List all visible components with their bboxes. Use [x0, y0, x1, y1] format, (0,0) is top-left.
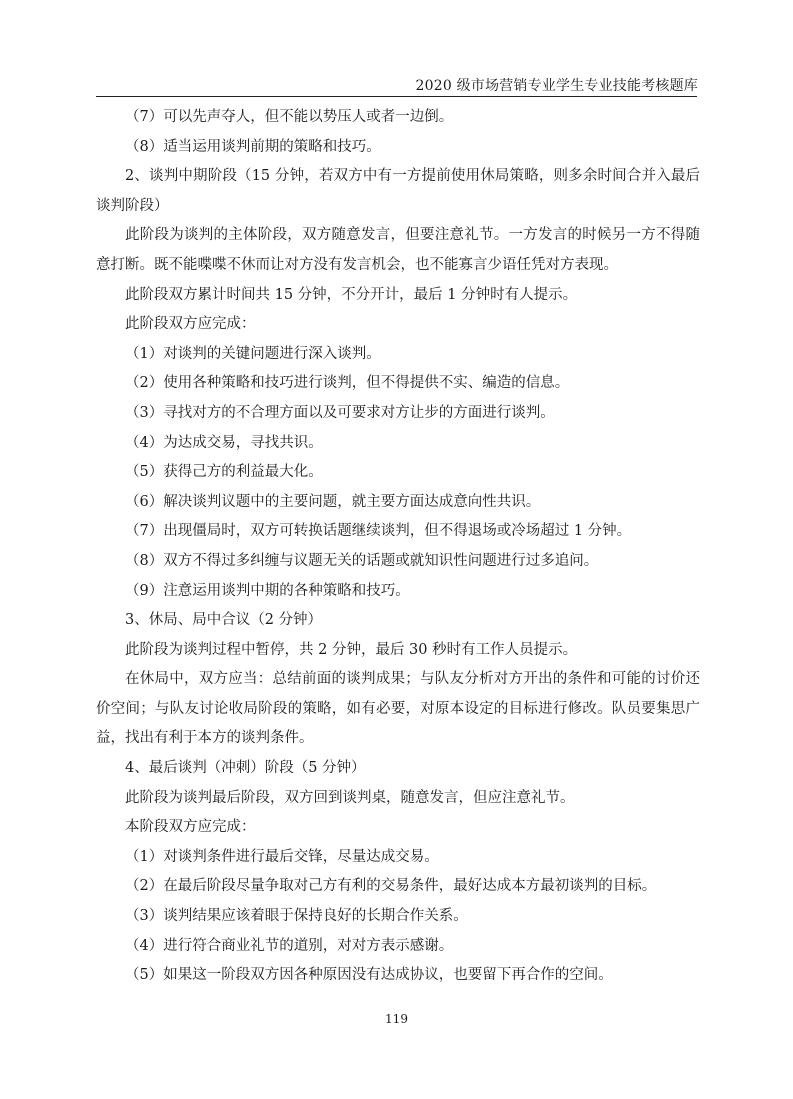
paragraph: 此阶段双方累计时间共 15 分钟，不分开计，最后 1 分钟时有人提示。	[125, 286, 578, 303]
section-heading: 2、谈判中期阶段（15 分钟，若双方中有一方提前使用休局策略，则多余时间合并入最后谈判阶段）	[96, 168, 700, 214]
paragraph: 此阶段为谈判过程中暂停，共 2 分钟，最后 30 秒时有工作人员提示。	[125, 641, 578, 658]
paragraph: 此阶段双方应完成：	[125, 316, 256, 333]
list-item: （2）在最后阶段尽量争取对己方有利的交易条件，最好达成本方最初谈判的目标。	[125, 878, 657, 895]
page-number: 119	[385, 1012, 408, 1026]
header-rule	[96, 96, 697, 97]
list-item: （7）可以先声夺人，但不能以势压人或者一边倒。	[125, 109, 454, 125]
list-item: （5）如果这一阶段双方因各种原因没有达成协议，也要留下再合作的空间。	[125, 967, 613, 984]
list-item: （8）双方不得过多纠缠与议题无关的话题或就知识性问题进行过多追问。	[125, 552, 599, 569]
section-heading: 4、最后谈判（冲刺）阶段（5 分钟）	[125, 760, 366, 777]
section-heading: 3、休局、局中合议（2 分钟）	[125, 612, 323, 629]
list-item: （9）注意运用谈判中期的各种策略和技巧。	[125, 582, 410, 599]
list-item: （7）出现僵局时，双方可转换话题继续谈判，但不得退场或冷场超过 1 分钟。	[125, 523, 632, 540]
list-item: （1）对谈判条件进行最后交锋，尽量达成交易。	[125, 848, 439, 865]
list-item: （3）谈判结果应该着眼于保持良好的长期合作关系。	[125, 908, 468, 925]
paragraph: 此阶段为谈判的主体阶段，双方随意发言，但要注意礼节。一方发言的时候另一方不得随意打断。既不能喋喋不休而让对方没有发言机会，也不能寡言少语任凭对方表现。	[96, 227, 700, 273]
paragraph: 此阶段为谈判最后阶段，双方回到谈判桌，随意发言，但应注意礼节。	[125, 789, 575, 806]
list-item: （4）进行符合商业礼节的道别，对对方表示感谢。	[125, 937, 454, 954]
running-header: 2020 级市场营销专业学生专业技能考核题库	[415, 78, 698, 94]
list-item: （5）获得己方的利益最大化。	[125, 464, 323, 481]
list-item: （1）对谈判的关键问题进行深入谈判。	[125, 345, 381, 362]
list-item: （8）适当运用谈判前期的策略和技巧。	[125, 138, 381, 155]
list-item: （6）解决谈判议题中的主要问题，就主要方面达成意向性共识。	[125, 493, 541, 510]
list-item: （2）使用各种策略和技巧进行谈判，但不得提供不实、编造的信息。	[125, 375, 570, 392]
page-body	[96, 103, 700, 991]
paragraph: 本阶段双方应完成：	[125, 819, 256, 836]
list-item: （4）为达成交易，寻找共识。	[125, 434, 323, 451]
paragraph: 在休局中，双方应当：总结前面的谈判成果；与队友分析对方开出的条件和可能的讨价还价空间；与队友讨论收局阶段的策略，如有必要，对原本设定的目标进行修改。队员要集思广益，找出有利于本方的谈判条件。	[96, 671, 700, 747]
list-item: （3）寻找对方的不合理方面以及可要求对方让步的方面进行谈判。	[125, 404, 555, 421]
